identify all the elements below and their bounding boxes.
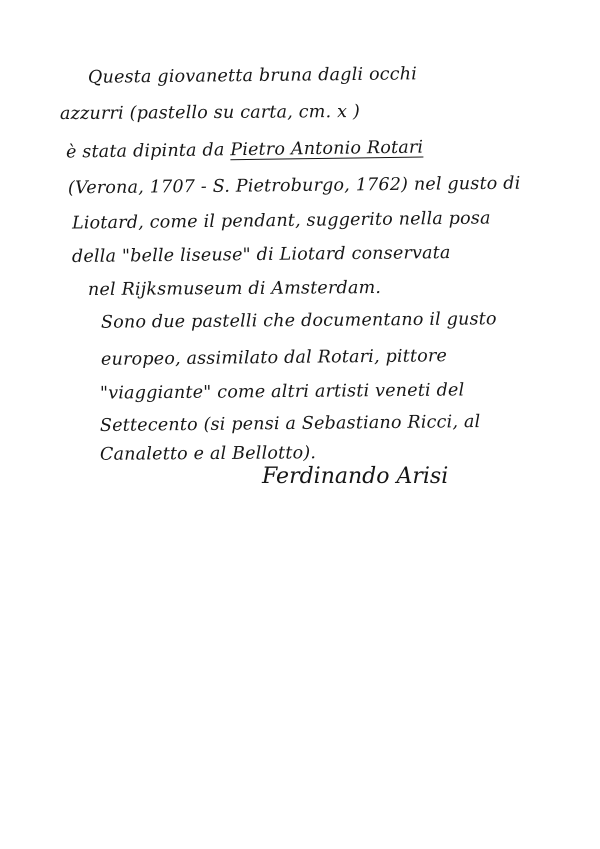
signature: Ferdinando Arisi bbox=[262, 464, 449, 489]
artist-name: Pietro Antonio Rotari bbox=[230, 137, 424, 161]
paragraph1-line5: Liotard, come il pendant, suggerito nella posa bbox=[71, 208, 491, 234]
paragraph1-line7: nel Rijksmuseum di Amsterdam. bbox=[87, 277, 382, 301]
paragraph1-line4: (Verona, 1707 - S. Pietroburgo, 1762) nel gusto di bbox=[67, 173, 521, 199]
paragraph1-line2: azzurri (pastello su carta, cm. x ) bbox=[59, 101, 361, 125]
line3-prefix: è stata dipinta da bbox=[65, 140, 225, 163]
paragraph1-line1: Questa giovanetta bruna dagli occhi bbox=[87, 64, 418, 88]
paragraph1-line3 bbox=[65, 137, 424, 163]
paragraph2-line5: Canaletto e al Bellotto). bbox=[99, 443, 317, 465]
paragraph2-line3: "viaggiante" come altri artisti veneti del bbox=[99, 380, 465, 404]
paragraph2-line1: Sono due pastelli che documentano il gusto bbox=[100, 309, 497, 333]
paragraph1-line6: della "belle liseuse" di Liotard conservata bbox=[71, 243, 451, 267]
paragraph2-line2: europeo, assimilato dal Rotari, pittore bbox=[100, 346, 448, 370]
paragraph2-line4: Settecento (si pensi a Sebastiano Ricci, al bbox=[99, 412, 481, 436]
